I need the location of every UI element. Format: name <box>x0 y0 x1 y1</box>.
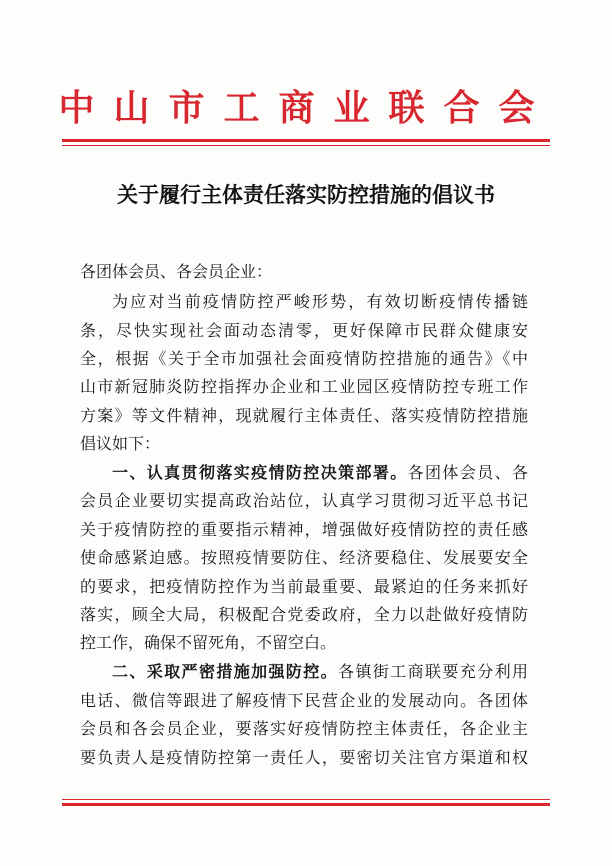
intro-line: 条，尽快实现社会面动态清零，更好保障市民群众健康安 <box>80 321 528 340</box>
section-2-line: 要负责人是疫情防控第一责任人，要密切关注官方渠道和权 <box>80 748 528 767</box>
document-title: 关于履行主体责任落实防控措施的倡议书 <box>117 182 495 207</box>
intro-line: 山市新冠肺炎防控指挥办企业和工业园区疫情防控专班工作 <box>80 377 528 396</box>
section-2-line: 电话、微信等跟进了解疫情下民营企业的发展动向。各团体 <box>80 691 528 710</box>
section-1-line: 控工作，确保不留死角，不留空白。 <box>80 633 337 652</box>
salutation: 各团体会员、各会员企业： <box>80 262 273 281</box>
section-1-line: 的要求，把疫情防控作为当前最重要、最紧迫的任务来抓好 <box>80 577 528 596</box>
section-1-line: 落实，顾全大局，积极配合党委政府，全力以赴做好疫情防 <box>80 605 528 624</box>
section-1-line: 关于疫情防控的重要指示精神，增强做好疫情防控的责任感 <box>80 520 528 539</box>
footer-divider-thin <box>62 799 550 800</box>
section-2-first-line-rest: 各镇街工商联要充分利用 <box>338 662 528 681</box>
section-2-heading: 二、采取严密措施加强防控。 <box>112 662 339 681</box>
section-2-line: 会员和各会员企业，要落实好疫情防控主体责任，各企业主 <box>80 719 528 738</box>
intro-line: 全，根据《关于全市加强社会面疫情防控措施的通告》《中 <box>80 349 528 368</box>
section-1-first-line <box>112 461 528 485</box>
section-1-line: 使命感紧迫感。按照疫情要防住、经济要稳住、发展要安全 <box>80 548 528 567</box>
intro-line: 为应对当前疫情防控严峻形势，有效切断疫情传播链 <box>112 292 528 311</box>
intro-line: 方案》等文件精神，现就履行主体责任、落实疫情防控措施 <box>80 406 528 425</box>
section-1-line: 会员企业要切实提高政治站位，认真学习贯彻习近平总书记 <box>80 491 528 510</box>
intro-line: 倡议如下： <box>80 434 161 453</box>
section-1-heading: 一、认真贯彻落实疫情防控决策部署。 <box>112 463 408 482</box>
section-2-first-line <box>112 660 528 684</box>
letterhead-divider-thick <box>62 139 550 142</box>
letterhead-divider-thin <box>62 145 550 146</box>
section-1-first-line-rest: 各团体会员、各 <box>407 463 528 482</box>
footer-divider-thick <box>62 803 550 806</box>
letterhead-org-name: 中山市工商业联合会 <box>58 87 554 129</box>
